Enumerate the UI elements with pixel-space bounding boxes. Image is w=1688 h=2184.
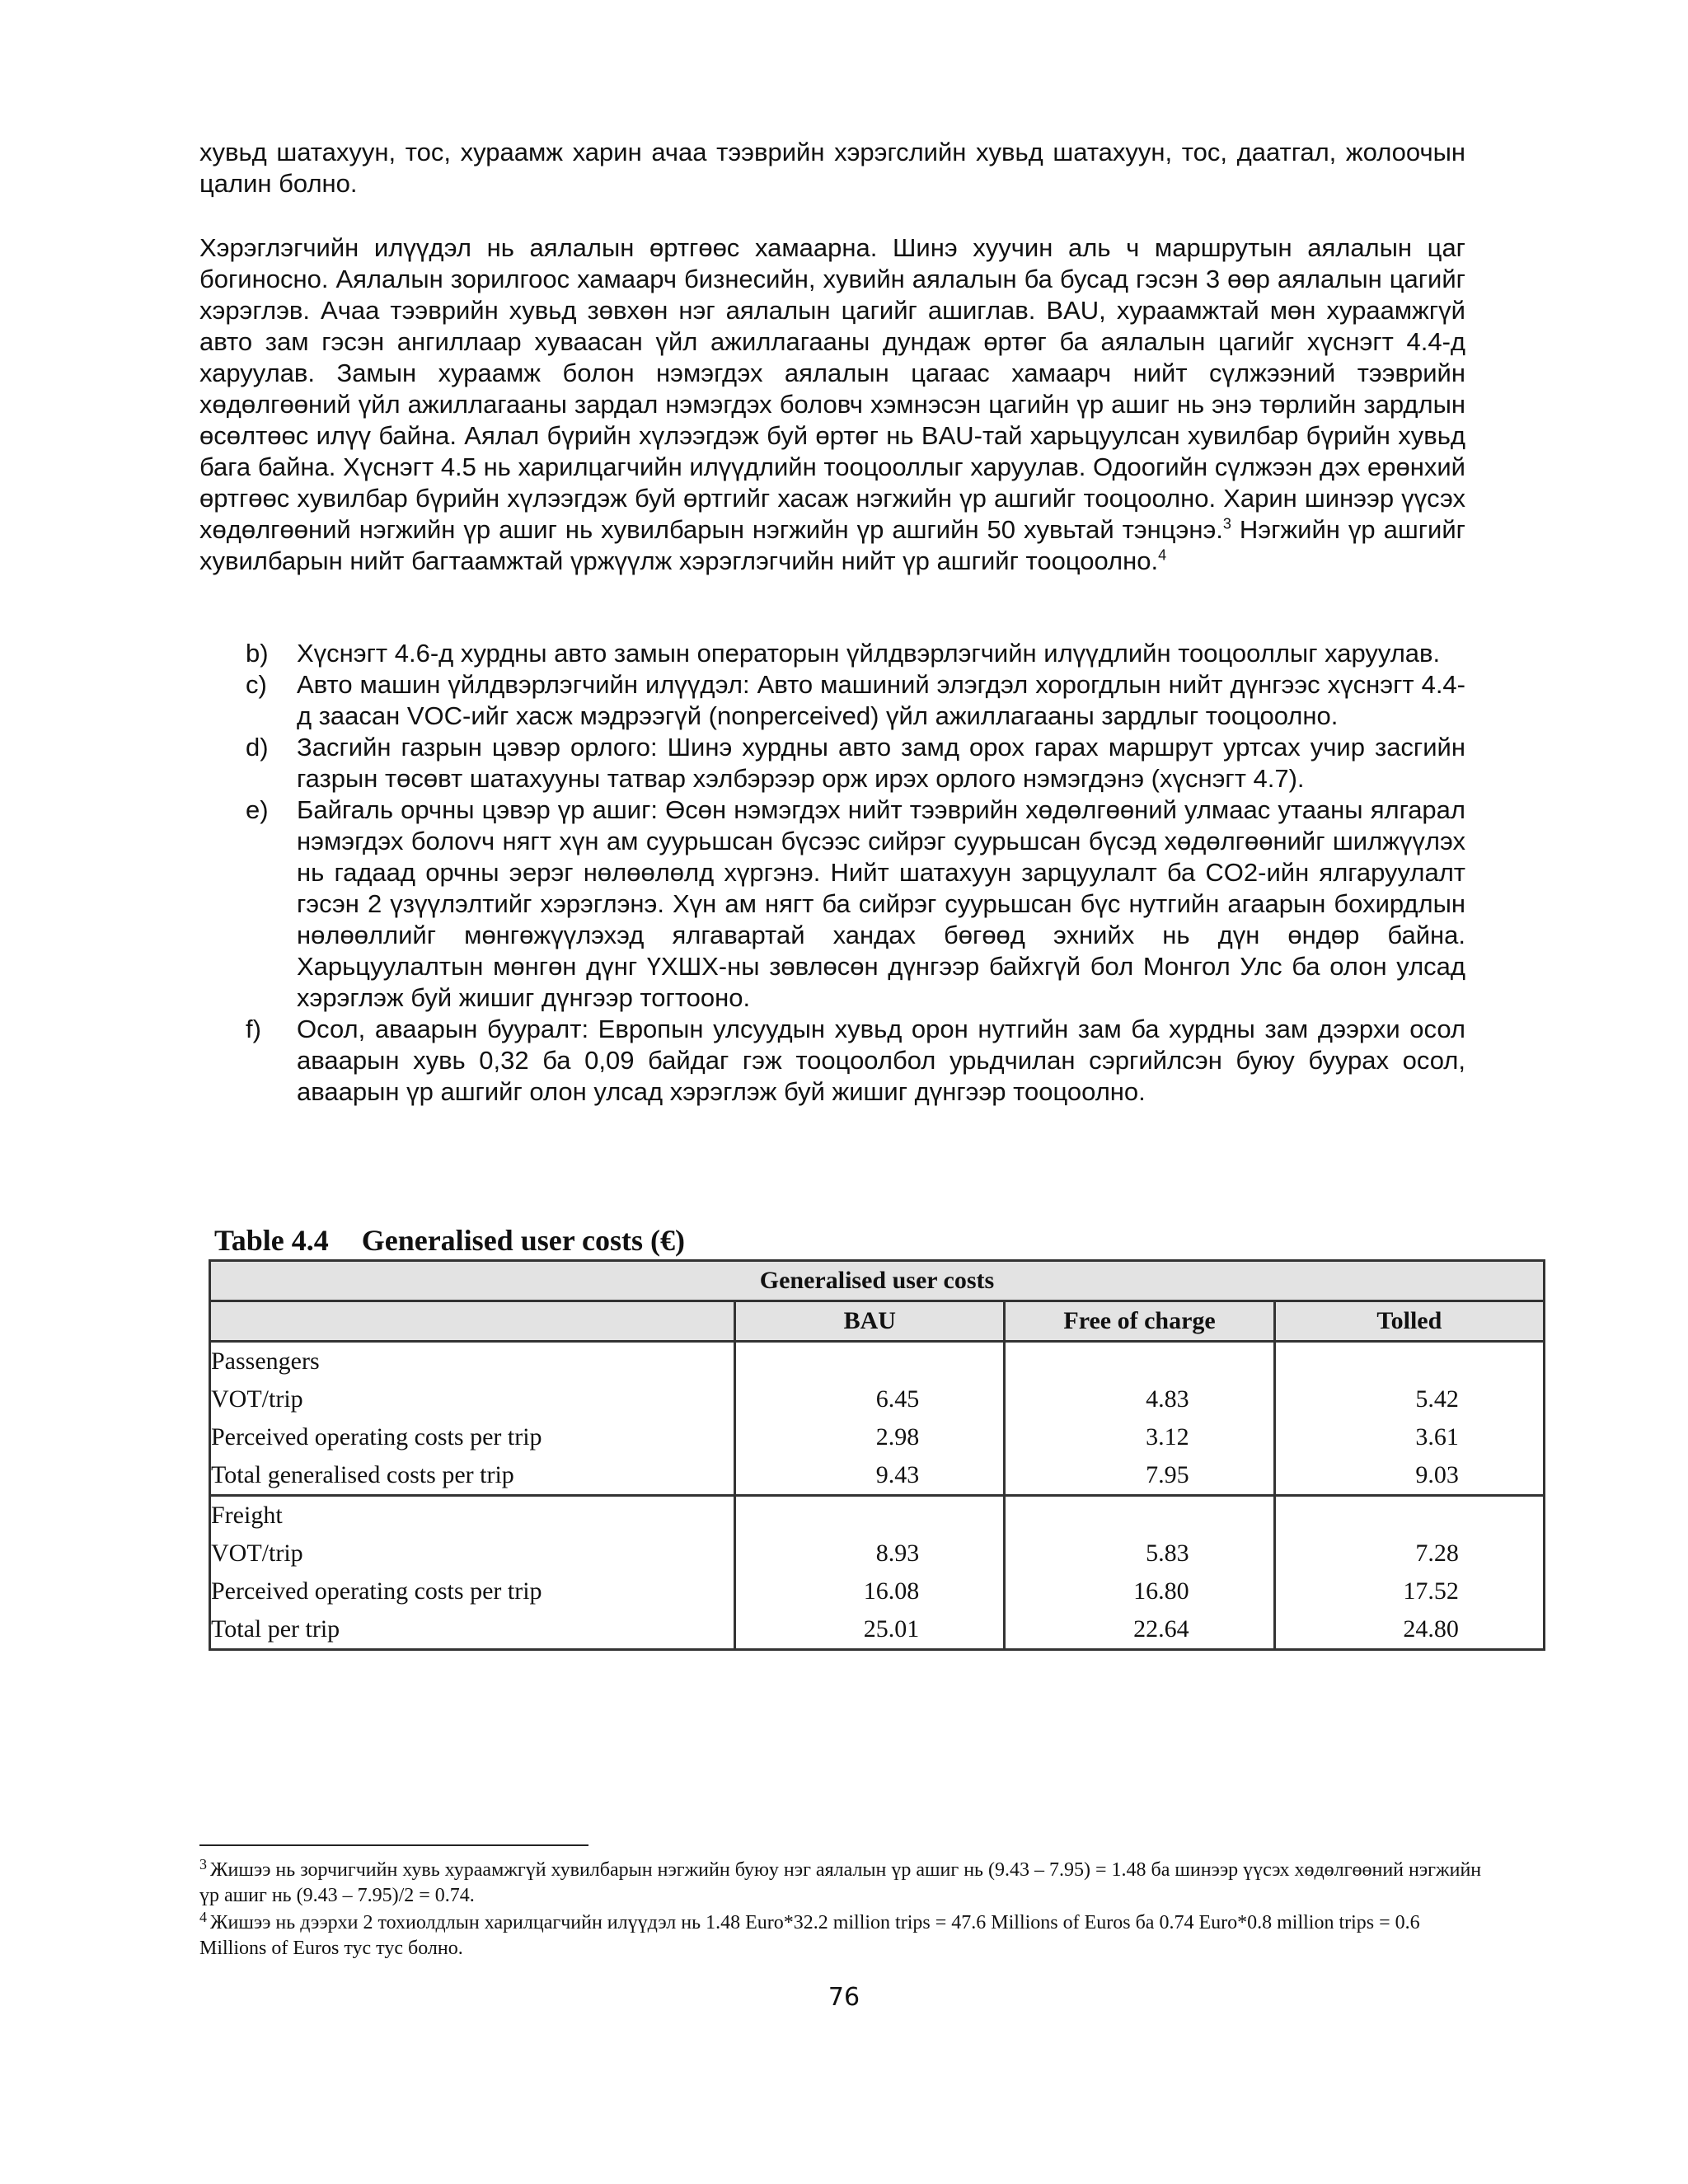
- list-item-marker: c): [246, 670, 267, 699]
- table-cell: 5.83: [1146, 1540, 1189, 1567]
- column-header-free-of-charge: Free of charge: [1005, 1301, 1274, 1342]
- table-cell: 7.28: [1415, 1540, 1459, 1567]
- table-cell: 9.03: [1415, 1461, 1459, 1488]
- list-item: [246, 669, 1465, 732]
- column-header-bau: BAU: [735, 1301, 1005, 1342]
- table-total-row: [210, 1610, 1545, 1650]
- paragraph-2-main: Хэрэглэгчийн илүүдэл нь аялалын өртгөөс хамаарна. Шинэ хуучин аль ч маршрутын аялалын цаг богиносно. Аялалын зорилгоос хамаарч бизнесийн, хувийн аялалын ба бусад гэсэн 3 өөр аялалын цагийг хэрэглэв. Ачаа тээврийн хувьд зөвхөн нэг аялалын цагийг ашиглав. BAU, хураамжтай мөн хураамжгүй авто зам гэсэн ангиллаар хуваасан үйл ажиллагааны дундаж өртөг ба аялалын цагийг хүснэгт 4.4-д харуулав. Замын хураамж болон нэмэгдэх аялалын цагаас хамаарч нийт сүлжээний тээврийн хөдөлгөөний үйл ажиллагааны зардал нэмэгдэх боловч хэмнэсэн цагийн үр ашиг нь энэ төрлийн зардлын өсөлтөөс илүү байна. Аялал бүрийн хүлээгдэж буй өртөг нь BAU-тай харьцуулсан хувилбар бүрийн хувьд бага байна. Хүснэгт 4.5 нь харилцагчийн илүүдлийн тооцооллыг харуулав. Одоогийн сүлжээн дэх ерөнхий өртгөөс хувилбар бүрийн хүлээгдэж буй өртгийг хасаж нэгжийн үр ашгийг тооцоолно. Харин шинээр үүсэх хөдөлгөөний нэгжийн үр ашиг нь хувилбарын нэгжийн үр ашгийн 50 хувьтай тэнцэнэ.: [199, 233, 1465, 544]
- table-cell: 2.98: [875, 1423, 920, 1451]
- table-row: [210, 1572, 1545, 1610]
- table-cell: 25.01: [863, 1615, 920, 1643]
- list-item-text: Хүснэгт 4.6-д хурдны авто замын операторын үйлдвэрлэгчийн илүүдлийн тооцооллыг харуулав.: [297, 639, 1441, 668]
- table-row: [210, 1535, 1545, 1572]
- table-row: [210, 1496, 1545, 1535]
- row-label: VOT/trip: [210, 1380, 735, 1418]
- table-cell: 6.45: [875, 1385, 920, 1413]
- list-item-text: Осол, аваарын бууралт: Европын улсуудын хувьд орон нутгийн зам ба хурдны зам дээрхи осол аваарын хувь 0,32 ба 0,09 байдаг гэж тооцоолбол урьдчилан сэргийлсэн буюу буурах осол, аваарын үр ашгийг олон улсад хэрэглэж буй жишиг дүнгээр тооцоолно.: [297, 1015, 1465, 1106]
- row-label: Perceived operating costs per trip: [210, 1572, 735, 1610]
- group-title-freight: Freight: [210, 1496, 735, 1535]
- list-item-text: Засгийн газрын цэвэр орлого: Шинэ хурдны авто замд орох гарах маршрут уртсах учир засгийн газрын төсөвт шатахууны татвар хэлбэрээр орж ирэх орлого нэмэгдэнэ (хүснэгт 4.7).: [297, 733, 1465, 793]
- table-cell: 8.93: [875, 1540, 920, 1567]
- footnote-number: 4: [199, 1909, 207, 1925]
- row-label: Total generalised costs per trip: [210, 1456, 735, 1496]
- table-cell: 3.12: [1146, 1423, 1189, 1451]
- footnote-ref-3[interactable]: 3: [1222, 515, 1231, 532]
- table-total-row: [210, 1456, 1545, 1496]
- table-caption-title: Generalised user costs (€): [361, 1224, 685, 1257]
- table-cell: 7.95: [1146, 1461, 1189, 1488]
- footnote-number: 3: [199, 1856, 207, 1872]
- list-item: [246, 1014, 1465, 1108]
- row-label: Perceived operating costs per trip: [210, 1418, 735, 1456]
- table-cell: 3.61: [1415, 1423, 1459, 1451]
- list-item: [246, 794, 1465, 1014]
- table-cell: 16.08: [863, 1577, 920, 1605]
- page-number: 76: [828, 1983, 860, 2012]
- footnotes: [199, 1858, 1485, 1963]
- generalised-user-costs-table: [209, 1259, 1545, 1651]
- footnote-3: [199, 1858, 1485, 1909]
- paragraph-2-tail: Нэгжийн үр ашгийг хувилбарын нийт багтаамжтай үржүүлж хэрэглэгчийн нийт үр ашгийг тооцоолно.: [199, 515, 1465, 575]
- list-item-text: Авто машин үйлдвэрлэгчийн илүүдэл: Авто машиний элэгдэл хорогдлын нийт дүнгээс хүснэгт 4.4-д заасан VOC-ийг хасж мэдрээгүй (nonperceived) үйл ажиллагааны зардлыг тооцоолно.: [297, 670, 1465, 730]
- table-span-header: Generalised user costs: [210, 1261, 1545, 1301]
- column-header-tolled: Tolled: [1274, 1301, 1544, 1342]
- table-row: [210, 1342, 1545, 1381]
- table-cell: 22.64: [1133, 1615, 1189, 1643]
- paragraph-1: хувьд шатахуун, тос, хураамж харин ачаа тээврийн хэрэгслийн хувьд шатахуун, тос, даатгал, жолоочын цалин болно.: [199, 138, 1465, 198]
- list-item-marker: e): [246, 795, 269, 824]
- list-item-text: Байгаль орчны цэвэр үр ашиг: Өсөн нэмэгдэх нийт тээврийн хөдөлгөөний улмаас утааны ялгарал нэмэгдэх болovч нягт хүн ам суурьшсан бүсээс сийрэг суурьшсан бүсэд хөдөлгөөнийг шилжүүлэх нь гадаад орчны эерэг нөлөөлөлд хүргэнэ. Нийт шатахуун зарцуулалт ба CO2-ийн ялгаруулалт гэсэн 2 үзүүлэлтийг хэрэглэнэ. Хүн ам нягт ба сийрэг суурьшсан бүс нутгийн агаарын бохирдлын нөлөөллийг мөнгөжүүлэхэд ялгавартай хандах бөгөөд эхнийх нь дүн өндөр байна. Харьцуулалтын мөнгөн дүнг ҮХШХ-ны зөвлөсөн дүнгээр байхгүй бол Монгол Улс ба олон улсад хэрэглэж буй жишиг дүнгээр тогтооно.: [297, 795, 1465, 1012]
- footnote-4: [199, 1910, 1485, 1961]
- footnote-separator: [199, 1844, 588, 1846]
- footnote-text: Жишээ нь дээрхи 2 тохиолдлын харилцагчийн илүүдэл нь 1.48 Euro*32.2 million trips = 47.6 Millions of Euros ба 0.74 Euro*0.8 million trips = 0.6 Millions of Euros тус тус болно.: [199, 1912, 1420, 1959]
- paragraph-2: [199, 232, 1465, 577]
- row-label: Total per trip: [210, 1610, 735, 1650]
- table-header-row: [210, 1301, 1545, 1342]
- table-header-blank: [210, 1301, 735, 1342]
- enumerated-list: [246, 638, 1465, 1108]
- row-label: VOT/trip: [210, 1535, 735, 1572]
- table-cell: 16.80: [1133, 1577, 1189, 1605]
- table-cell: 17.52: [1403, 1577, 1459, 1605]
- footnote-ref-4[interactable]: 4: [1158, 546, 1167, 564]
- list-item-marker: d): [246, 733, 269, 762]
- table-cell: 4.83: [1146, 1385, 1189, 1413]
- table-cell: 24.80: [1403, 1615, 1459, 1643]
- list-item: [246, 638, 1465, 669]
- group-title-passengers: Passengers: [210, 1342, 735, 1381]
- table-caption-number: Table 4.4: [214, 1224, 329, 1257]
- table-cell: 9.43: [875, 1461, 920, 1488]
- list-item: [246, 732, 1465, 794]
- table-cell: 5.42: [1415, 1385, 1459, 1413]
- footnote-text: Жишээ нь зорчигчийн хувь хураамжгүй хувилбарын нэгжийн буюу нэг аялалын үр ашиг нь (9.43 – 7.95) = 1.48 ба шинээр үүсэх хөдөлгөөний нэгжийн үр ашиг нь (9.43 – 7.95)/2 = 0.74.: [199, 1859, 1482, 1906]
- table-row: [210, 1380, 1545, 1418]
- list-item-marker: f): [246, 1015, 261, 1043]
- table-row: [210, 1418, 1545, 1456]
- list-item-marker: b): [246, 639, 269, 668]
- table-caption: [214, 1223, 685, 1258]
